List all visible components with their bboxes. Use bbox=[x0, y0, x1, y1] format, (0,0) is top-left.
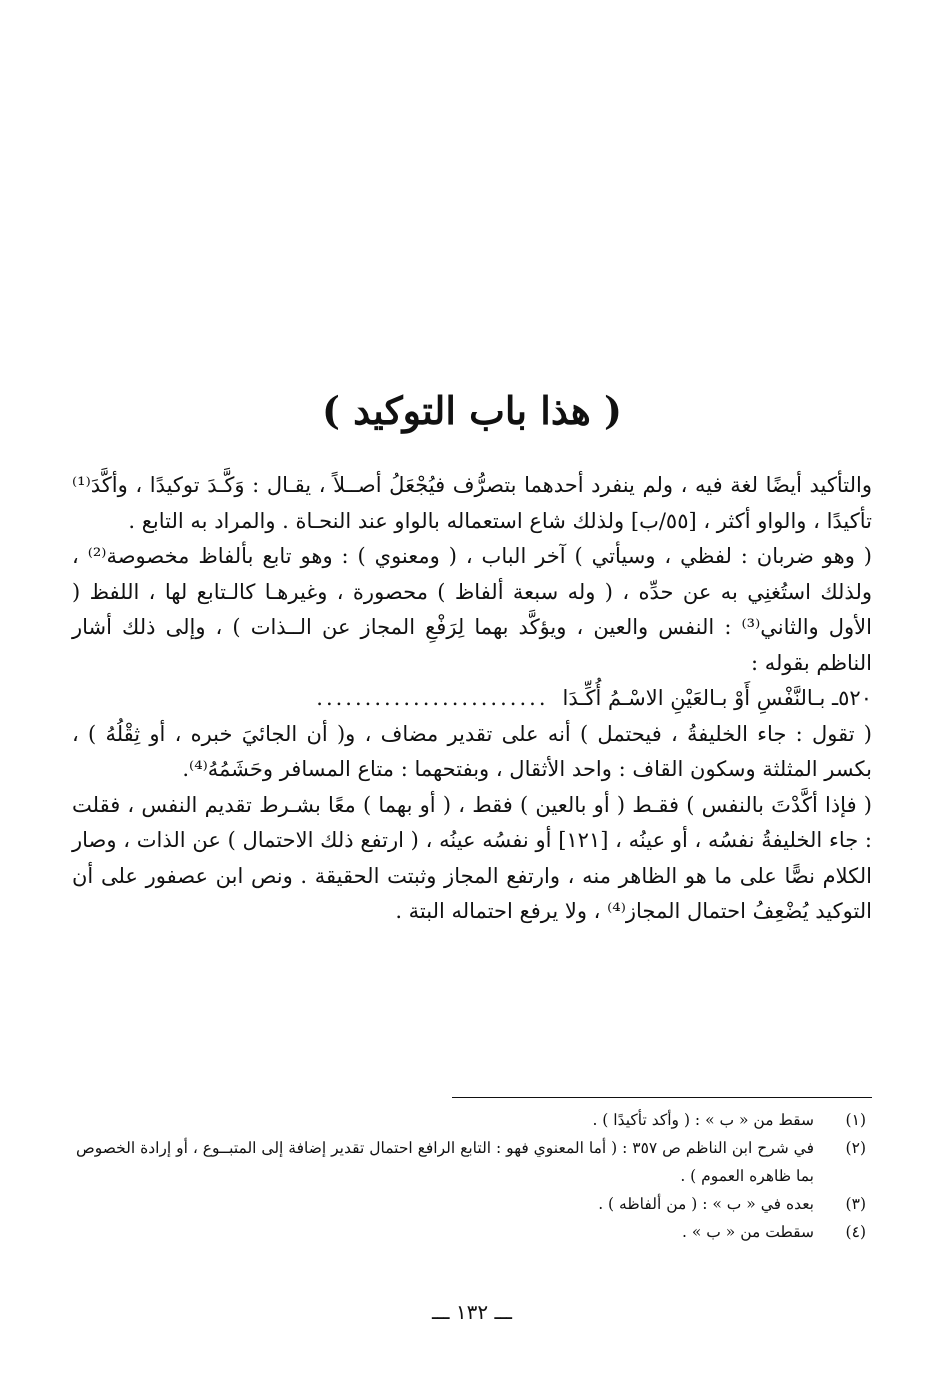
paragraph: ( فإذا أكَّدْتَ بالنفس ) فقـط ( أو بالعين ) فقط ، ( أو بهما ) معًا بشـرط تقديم النفس ، فقلت : جاء الخليفةُ نفسُه ، أو عينُه ، [١٢١] أو نفسُه عينُه ، ( ارتفع ذلك الاحتمال ) عن الذات ، وصار الكلام نصًّا على ما هو الظاهر منه ، وارتفع المجاز وثبتت الحقيقة . ونص ابن عصفور على أن التوكيد يُضْعِفُ احتمال المجاز⁽⁴⁾ ، ولا يرفع احتماله البتة . bbox=[72, 792, 872, 923]
page-number: ـــ ١٣٢ ـــ bbox=[431, 1300, 513, 1324]
footnote-text: سقطت من « ب » . bbox=[682, 1223, 814, 1241]
footnote-text: بعده في « ب » : ( من ألفاظه ) . bbox=[598, 1195, 814, 1213]
footnote-text: سقط من « ب » : ( وأكد تأكيدًا ) . bbox=[592, 1111, 814, 1129]
verse-dots: ........................ bbox=[316, 686, 549, 710]
paragraph: والتأكيد أيضًا لغة فيه ، ولم ينفرد أحدهما بتصرُّف فيُجْعَلُ أصــلاً ، يقـال : وَكَّـدَ توكيدًا ، وأكَّدَ⁽¹⁾ تأكيدًا ، والواو أكثر ، [٥٥/ب] ولذلك شاع استعماله بالواو عند النحـاة . والمراد به التابع . bbox=[72, 473, 872, 533]
chapter-title: ( هذا باب التوكيد ) bbox=[321, 388, 623, 433]
footnote-text: في شرح ابن الناظم ص ٣٥٧ : ( أما المعنوي فهو : التابع الرافع احتمال تقدير إضافة إلى المتبــوع ، أو إرادة الخصوص بما ظاهره العموم ) . bbox=[75, 1139, 814, 1185]
footnote-number: (٤) bbox=[845, 1223, 866, 1241]
footnotes bbox=[72, 1106, 872, 1246]
paragraph: ( تقول : جاء الخليفةُ ، فيحتمل ) أنه على تقدير مضاف ، و( أن الجائيَ خبره ، أو ثِقْلُهُ ) ، بكسر المثلثة وسكون القاف : واحد الأثقال ، وبفتحهما : متاع المسافر وحَشَمُهُ⁽⁴⁾. bbox=[72, 721, 872, 781]
paragraph: ( وهو ضربان : لفظي ، وسيأتي ) آخر الباب ، ( ومعنوي ) : وهو تابع بألفاظ مخصوصة⁽²⁾ ، ولذلك استُغنِي به عن حدِّه ، ( وله سبعة ألفاظ ) محصورة ، وغيرهـا كالـتابع لها ، اللفظ ( الأول والثاني⁽³⁾ : النفس والعين ، ويؤكَّد بهما لِرَفْعِ المجاز عن الــذات ) ، وإلى ذلك أشار الناظم بقوله : bbox=[72, 544, 872, 675]
footnote bbox=[72, 1190, 872, 1218]
verse-text: ٥٢٠ـ بـالنَّفْسِ أَوْ بـالعَيْنِ الاسْـمُ أُكِّـدَا bbox=[562, 686, 872, 710]
footnote bbox=[72, 1134, 872, 1190]
footnote-number: (١) bbox=[845, 1111, 866, 1129]
main-text bbox=[72, 468, 872, 930]
poem-verse bbox=[72, 681, 872, 717]
document-page bbox=[72, 0, 872, 1378]
footnote-number: (٢) bbox=[845, 1139, 866, 1157]
footnote bbox=[72, 1218, 872, 1246]
footnote bbox=[72, 1106, 872, 1134]
footnote-separator bbox=[452, 1097, 872, 1098]
footnote-number: (٣) bbox=[845, 1195, 866, 1213]
